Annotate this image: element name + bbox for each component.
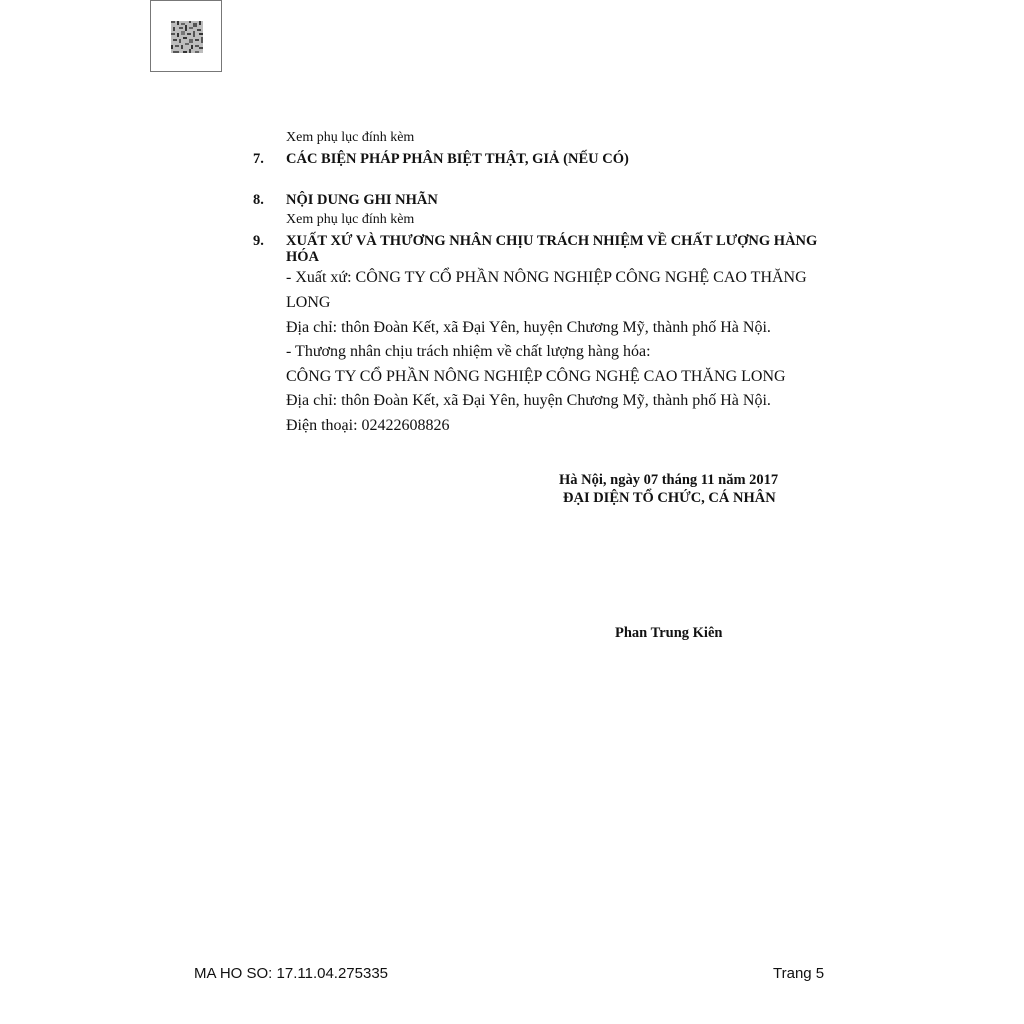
- origin-line1: - Xuất xứ: CÔNG TY CỔ PHẦN NÔNG NGHIỆP CÔNG NGHỆ CAO THĂNG: [286, 269, 807, 286]
- section-8-note: Xem phụ lục đính kèm: [286, 212, 415, 227]
- trader-address: Địa chỉ: thôn Đoàn Kết, xã Đại Yên, huyện Chương Mỹ, thành phố Hà Nội.: [286, 392, 771, 409]
- section-7-title: CÁC BIỆN PHÁP PHÂN BIỆT THẬT, GIẢ (NẾU CÓ): [286, 151, 629, 167]
- trader-name: CÔNG TY CỔ PHẦN NÔNG NGHIỆP CÔNG NGHỆ CAO THĂNG LONG: [286, 368, 786, 385]
- section-8-title: NỘI DUNG GHI NHÃN: [286, 192, 438, 208]
- origin-address: Địa chỉ: thôn Đoàn Kết, xã Đại Yên, huyện Chương Mỹ, thành phố Hà Nội.: [286, 319, 771, 336]
- section-9-title-line1: XUẤT XỨ VÀ THƯƠNG NHÂN CHỊU TRÁCH NHIỆM VỀ CHẤT LƯỢNG HÀNG: [286, 233, 818, 249]
- signature-role: ĐẠI DIỆN TỔ CHỨC, CÁ NHÂN: [563, 490, 776, 506]
- signature-place-date: Hà Nội, ngày 07 tháng 11 năm 2017: [559, 472, 779, 488]
- section-7-number: 7.: [253, 151, 264, 167]
- section-8-number: 8.: [253, 192, 264, 208]
- signatory-name: Phan Trung Kiên: [615, 625, 723, 641]
- page-number: Trang 5: [773, 965, 825, 982]
- qr-code-box: [150, 0, 222, 72]
- section-9-number: 9.: [253, 233, 264, 249]
- intro-note: Xem phụ lục đính kèm: [286, 130, 415, 145]
- section-9-title-line2: HÓA: [286, 249, 320, 265]
- phone-number: Điện thoại: 02422608826: [286, 417, 450, 434]
- file-code: MA HO SO: 17.11.04.275335: [194, 965, 389, 982]
- trader-label: - Thương nhân chịu trách nhiệm về chất lượng hàng hóa:: [286, 343, 651, 360]
- origin-line2: LONG: [286, 294, 331, 311]
- qr-code-icon: [171, 21, 203, 53]
